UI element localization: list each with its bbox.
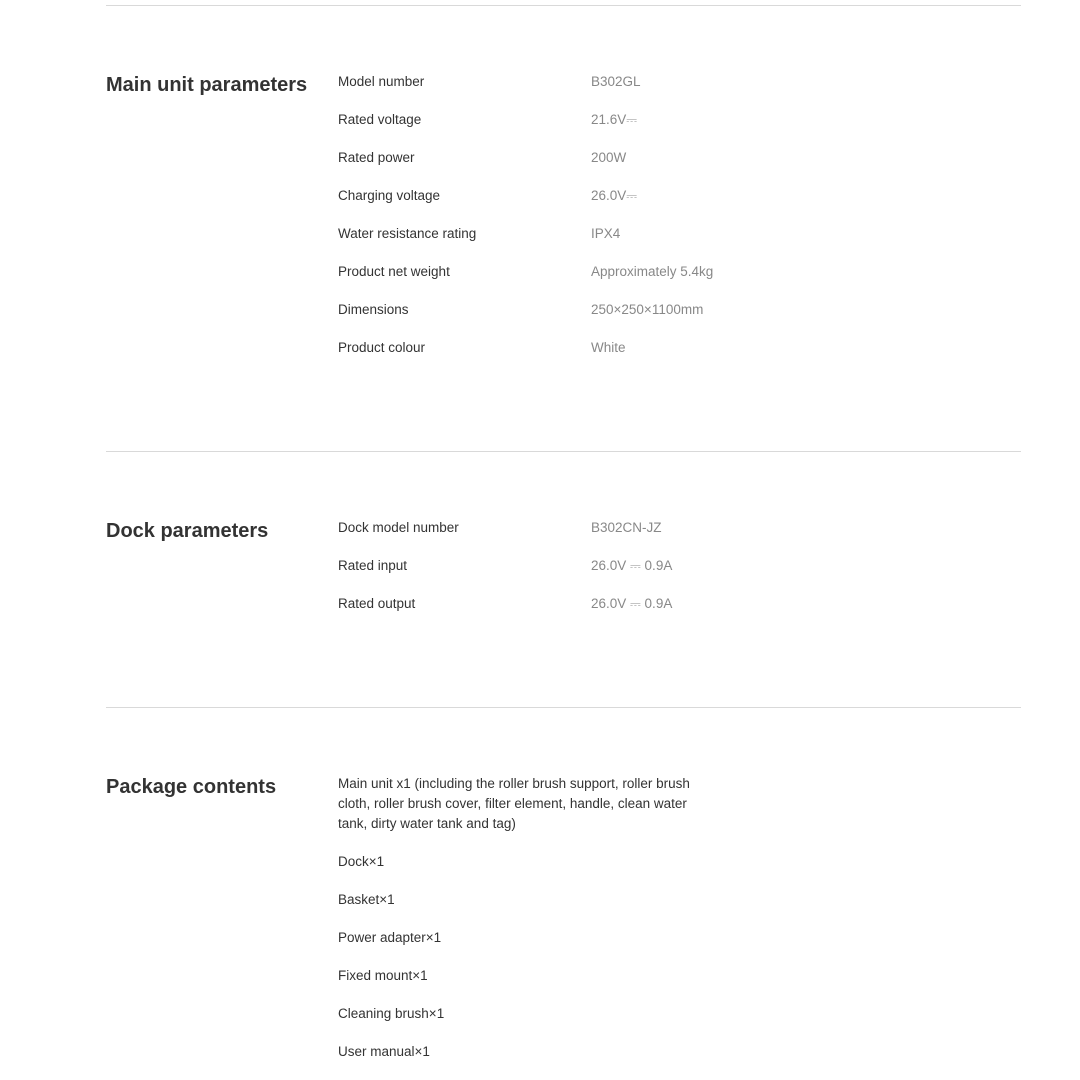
package-item-cleaning-brush: Cleaning brush×1 — [338, 1006, 445, 1021]
package-contents-list — [338, 774, 710, 1080]
package-item-user-manual: User manual×1 — [338, 1044, 430, 1059]
spec-label: Product colour — [338, 340, 426, 355]
spec-label: Model number — [338, 74, 425, 89]
section-divider — [106, 5, 1021, 6]
spec-label: Rated power — [338, 150, 415, 165]
spec-label: Water resistance rating — [338, 226, 477, 241]
section-divider — [106, 707, 1021, 708]
section-divider — [106, 451, 1021, 452]
dock-title: Dock parameters — [106, 520, 269, 542]
spec-value: Approximately 5.4kg — [591, 264, 714, 279]
spec-label: Rated input — [338, 558, 408, 573]
spec-label: Rated voltage — [338, 112, 422, 127]
spec-value: 26.0V ⎓ 0.9A — [591, 558, 673, 573]
package-item-basket: Basket×1 — [338, 892, 395, 907]
main-unit-title: Main unit parameters — [106, 74, 308, 96]
spec-value: B302GL — [591, 74, 641, 89]
spec-value: 200W — [591, 150, 627, 165]
package-item-power-adapter: Power adapter×1 — [338, 930, 442, 945]
spec-value: 26.0V⎓ — [591, 188, 638, 203]
spec-value: 21.6V⎓ — [591, 112, 638, 127]
package-item-main-unit: Main unit x1 (including the roller brush support, roller brush cloth, roller brush cover, filter element, handle, clean water tank, dirty water tank and tag) — [338, 776, 690, 831]
spec-label: Product net weight — [338, 264, 450, 279]
package-item-dock: Dock×1 — [338, 854, 385, 869]
spec-label: Rated output — [338, 596, 416, 611]
spec-value: White — [591, 340, 626, 355]
spec-label: Dimensions — [338, 302, 409, 317]
spec-label: Dock model number — [338, 520, 459, 535]
spec-value: B302CN-JZ — [591, 520, 662, 535]
spec-label: Charging voltage — [338, 188, 441, 203]
package-item-fixed-mount: Fixed mount×1 — [338, 968, 428, 983]
spec-value: IPX4 — [591, 226, 621, 241]
package-contents-title: Package contents — [106, 776, 277, 798]
spec-value: 26.0V ⎓ 0.9A — [591, 596, 673, 611]
spec-value: 250×250×1100mm — [591, 302, 704, 317]
